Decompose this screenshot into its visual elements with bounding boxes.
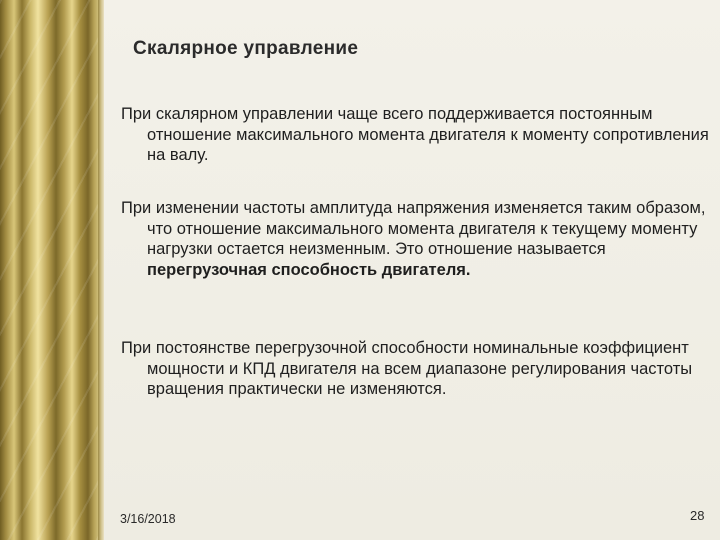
paragraph-1 (121, 104, 720, 166)
page-number: 28 (690, 508, 705, 523)
paragraph-2-text: При изменении частоты амплитуда напряжения изменяется таким образом, что отношение максимального момента двигателя к текущему моменту нагрузки остается неизменным. Это отношение называется (121, 199, 706, 258)
slide-title: Скалярное управление (133, 38, 359, 59)
paragraph-3-text: При постоянстве перегрузочной способности номинальные коэффициент мощности и КПД двигателя на всем диапазоне регулирования частоты вращения практически не изменяются. (121, 339, 693, 398)
footer-date: 3/16/2018 (120, 512, 176, 526)
paragraph-2 (121, 198, 720, 280)
paragraph-1-text: При скалярном управлении чаще всего поддерживается постоянным отношение максимального момента двигателя к моменту сопротивления на валу. (121, 105, 709, 164)
paragraph-3 (121, 338, 720, 400)
pillar-edge (98, 0, 104, 540)
paragraph-2-bold-term: перегрузочная способность двигателя. (147, 260, 471, 279)
decorative-gold-pillar (0, 0, 104, 540)
